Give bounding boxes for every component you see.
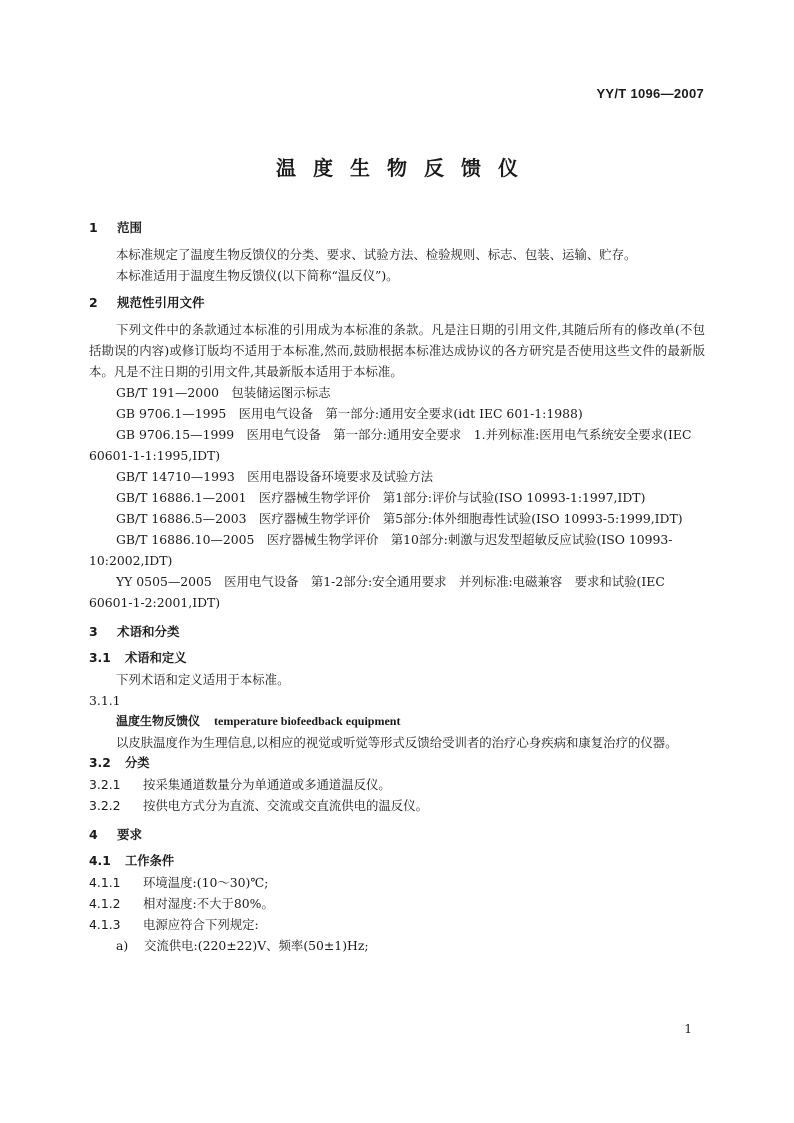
reference-item: GB/T 191—2000 包装储运图示标志 [116,385,331,400]
clause-number: 3.1.1 [89,693,121,708]
section-title: 术语和分类 [117,624,180,639]
document-code: YY/T 1096—2007 [596,86,704,101]
clause-number: 4.1.1 [89,875,121,890]
paragraph: 本标准规定了温度生物反馈仪的分类、要求、试验方法、检验规则、标志、包装、运输、贮存。 [116,247,637,262]
section-4-heading [89,824,705,845]
clause-text: 环境温度:(10～30)℃; [143,875,269,890]
clause-4-1-1 [89,872,705,893]
reference-item: GB 9706.1—1995 医用电气设备 第一部分:通用安全要求(idt IEC 601-1:1988) [116,406,583,421]
section-title: 要求 [117,827,143,842]
subsection-3-2-heading [89,753,705,774]
section-2-heading [89,292,705,313]
subsection-title: 工作条件 [125,854,175,868]
document-body [89,213,705,956]
reference-item: GB/T 14710—1993 医用电器设备环境要求及试验方法 [116,469,433,484]
section-3-heading [89,621,705,642]
subsection-number: 3.1 [89,651,111,665]
clause-4-1-2 [89,893,705,914]
subsection-number: 4.1 [89,854,111,868]
paragraph: 下列术语和定义适用于本标准。 [116,672,290,687]
section-number: 1 [89,220,98,235]
subsection-title: 术语和定义 [125,651,187,665]
list-item-text: 交流供电:(220±22)V、频率(50±1)Hz; [144,938,369,953]
document-title: 温度生物反馈仪 [276,156,535,180]
section-number: 2 [89,295,98,310]
list-item-label: a) [116,938,129,953]
subsection-3-1-heading [89,648,705,669]
clause-number: 4.1.2 [89,896,121,911]
clause-3-2-2 [89,795,705,816]
subsection-number: 3.2 [89,756,111,770]
reference-item: GB/T 16886.1—2001 医疗器械生物学评价 第1部分:评价与试验(ISO 10993-1:1997,IDT) [116,490,646,505]
subsection-4-1-heading [89,851,705,872]
clause-3-2-1 [89,774,705,795]
term-english: temperature biofeedback equipment [214,714,401,728]
section-number: 3 [89,624,98,639]
reference-item: GB/T 16886.10—2005 医疗器械生物学评价 第10部分:刺激与迟发型超敏反应试验(ISO 10993-10:2002,IDT) [89,532,673,568]
paragraph: 本标准适用于温度生物反馈仪(以下简称“温反仪”)。 [116,268,399,283]
reference-item: GB/T 16886.5—2003 医疗器械生物学评价 第5部分:体外细胞毒性试验(ISO 10993-5:1999,IDT) [116,511,683,526]
term-definition: 以皮肤温度作为生理信息,以相应的视觉或听觉等形式反馈给受训者的治疗心身疾病和康复治疗的仪器。 [116,735,678,750]
reference-item: GB 9706.15—1999 医用电气设备 第一部分:通用安全要求 1.并列标准:医用电气系统安全要求(IEC 60601-1-1:1995,IDT) [89,427,692,463]
section-title: 规范性引用文件 [117,295,205,310]
reference-item: YY 0505—2005 医用电气设备 第1-2部分:安全通用要求 并列标准:电磁兼容 要求和试验(IEC 60601-1-2:2001,IDT) [89,574,665,610]
clause-text: 按采集通道数量分为单通道或多通道温反仪。 [143,777,391,792]
clause-3-1-1-number [89,690,705,711]
clause-4-1-3 [89,914,705,935]
term-entry [89,711,705,732]
paragraph: 下列文件中的条款通过本标准的引用成为本标准的条款。凡是注日期的引用文件,其随后所有的修改单(不包括勘误的内容)或修订版均不适用于本标准,然而,鼓励根据本标准达成协议的各方研究是否使用这些文件的最新版本。凡是不注日期的引用文件,其最新版本适用于本标准。 [89,322,705,379]
clause-number: 4.1.3 [89,917,121,932]
clause-number: 3.2.2 [89,798,121,813]
list-item-a [89,935,705,956]
page-number: 1 [684,1022,692,1036]
term-chinese: 温度生物反馈仪 [116,714,201,728]
section-1-heading [89,217,705,238]
section-number: 4 [89,827,98,842]
clause-number: 3.2.1 [89,777,121,792]
clause-text: 电源应符合下列规定: [143,917,259,932]
clause-text: 相对湿度:不大于80%。 [143,896,274,911]
clause-text: 按供电方式分为直流、交流或交直流供电的温反仪。 [143,798,428,813]
subsection-title: 分类 [125,756,150,770]
section-title: 范围 [117,220,143,235]
